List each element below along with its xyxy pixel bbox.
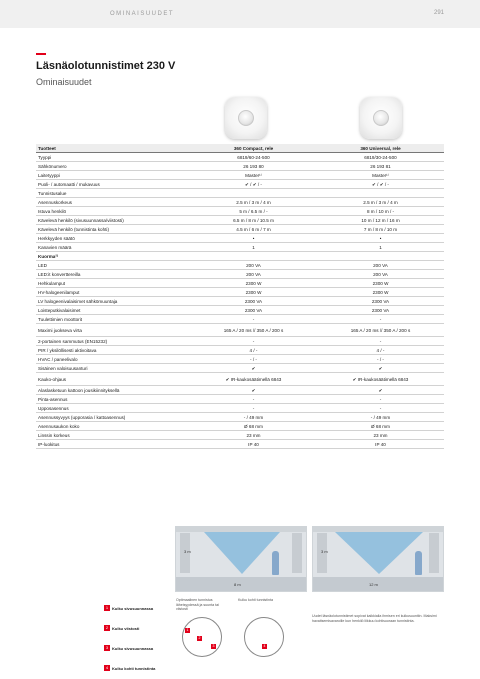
row-value: ✔: [317, 386, 444, 395]
table-row: [36, 297, 444, 306]
section-title: OMINAISUUDET: [110, 11, 175, 17]
row-value: 2.5 m / 3 m / 4 m: [190, 198, 317, 207]
row-value: [317, 252, 444, 261]
row-value: 5 m / 6.5 m / -: [190, 207, 317, 216]
table-row: [36, 413, 444, 422]
table-header-cell: Tuotteet: [36, 144, 190, 153]
walk-pattern-diagram-left: [182, 617, 222, 657]
detection-figure-compact: [175, 526, 307, 592]
row-value: 200 VA: [190, 270, 317, 279]
legend-item: [104, 598, 164, 618]
row-value: ✔ / ✔ / -: [317, 180, 444, 189]
table-row: [36, 337, 444, 346]
row-value: 165 A / 20 ms // 350 A / 200 s: [190, 324, 317, 337]
row-label: HV-halogeenilamput: [36, 288, 190, 297]
row-label: IP-luokitus: [36, 440, 190, 449]
row-label: Istuva henkilö: [36, 207, 190, 216]
row-value: Master¹⁾: [317, 171, 444, 180]
row-value: IP 40: [190, 440, 317, 449]
row-value: - / 49 mm: [317, 413, 444, 422]
row-value: Master¹⁾: [190, 171, 317, 180]
row-value: 26 193 80: [190, 162, 317, 171]
page-number: 291: [434, 10, 445, 16]
table-header-cell: 360 Compact, rele: [190, 144, 317, 153]
table-row: [36, 404, 444, 413]
legend-number: 1: [105, 605, 109, 610]
row-value: 10 m / 12 m / 16 m: [317, 216, 444, 225]
table-header-cell: 360 Universal, rele: [317, 144, 444, 153]
row-value: 7 m / 8 m / 10 m: [317, 225, 444, 234]
table-row: [36, 171, 444, 180]
row-label: Kanavien määrä: [36, 243, 190, 252]
row-label: Upposasennus: [36, 404, 190, 413]
row-value: 2300 VA: [317, 297, 444, 306]
table-header-row: [36, 144, 444, 153]
row-label: LED: [36, 261, 190, 270]
row-value: 6.5 m / 8 m / 10.5 m: [190, 216, 317, 225]
row-value: 2300 W: [317, 279, 444, 288]
detection-zone: [204, 532, 280, 574]
table-row: [36, 207, 444, 216]
row-value: -: [317, 315, 444, 324]
row-value: 26 193 81: [317, 162, 444, 171]
row-value: 2300 W: [190, 288, 317, 297]
legend-label: Kulku sivusuunnassa: [112, 645, 154, 651]
table-row: [36, 346, 444, 355]
row-value: 200 VA: [317, 261, 444, 270]
row-label: Puoli- / automaatti / mukavuus: [36, 180, 190, 189]
window: [292, 533, 302, 573]
row-label: Asennussyvyys (upporasia / kattoasennus): [36, 413, 190, 422]
row-value: IP 40: [317, 440, 444, 449]
sensor-lens: [373, 110, 389, 126]
row-value: -: [317, 337, 444, 346]
legend-item: [104, 638, 164, 658]
table-row: [36, 324, 444, 337]
row-value: ✔ IR-kaukosäätimellä 6843: [190, 373, 317, 386]
table-row: [36, 395, 444, 404]
row-value: [317, 189, 444, 198]
legend-label: Kulku kohti tunnistinta: [112, 665, 156, 671]
row-value: ✔: [190, 386, 317, 395]
legend: [104, 598, 164, 678]
row-value: 23 mm: [317, 431, 444, 440]
table-row: [36, 234, 444, 243]
legend-number: 2: [105, 625, 109, 630]
sensor-lens: [238, 110, 254, 126]
footnote: Uudet läsnäolotunnistimet sopivat kaikkialla ihmisen eri kulkusuuntiin. Maksimi havaitsemisavaroille kun henkilö liikkuu kohtisuoraan tunnistinta.: [312, 614, 437, 623]
row-value: ✔ / ✔ / -: [190, 180, 317, 189]
row-value: 2300 W: [190, 279, 317, 288]
spec-table-body: [36, 144, 444, 449]
row-value: -: [317, 395, 444, 404]
row-label: Asennusaukon koko: [36, 422, 190, 431]
marker-4: 4: [263, 644, 266, 648]
table-row: [36, 180, 444, 189]
row-label: Tyyppi: [36, 153, 190, 162]
window: [429, 533, 439, 573]
row-label: Hehkulamput: [36, 279, 190, 288]
walk-pattern-diagram-right: [244, 617, 284, 657]
row-label: HVAC / paneelivalo: [36, 355, 190, 364]
table-row: [36, 225, 444, 234]
row-label: Pinta-asennus: [36, 395, 190, 404]
table-row: [36, 431, 444, 440]
legend-number: 3: [105, 645, 109, 650]
detection-figure-universal: [312, 526, 444, 592]
person-figure: [272, 551, 279, 575]
row-value: 4 / -: [317, 346, 444, 355]
row-value: 1: [317, 243, 444, 252]
row-value: 200 VA: [190, 261, 317, 270]
row-value: 165 A / 20 ms // 350 A / 200 s: [317, 324, 444, 337]
row-value: - / -: [190, 355, 317, 364]
row-label: Laitetyyppi: [36, 171, 190, 180]
legend-item: [104, 658, 164, 678]
row-label: LV halogeenivalaisimet sähkömuuntaja: [36, 297, 190, 306]
mini-caption-left: Optimaalinen tunnistus läheisyydessä ja suunta tai viistosti: [176, 598, 219, 612]
row-value: 200 VA: [317, 270, 444, 279]
row-value: 2300 VA: [190, 306, 317, 315]
row-value: -: [190, 337, 317, 346]
row-label: Maximi juokseva virta: [36, 324, 190, 337]
marker-3: 3: [212, 644, 215, 648]
row-label: Tunnistusalue: [36, 189, 190, 198]
row-value: •: [317, 234, 444, 243]
marker-1: 1: [186, 628, 189, 632]
table-row: [36, 189, 444, 198]
height-label: 3 m: [184, 549, 191, 554]
table-row: [36, 279, 444, 288]
row-label: Sähkönumero: [36, 162, 190, 171]
row-value: Ø 68 mm: [317, 422, 444, 431]
row-value: 4.5 m / 6 m / 7 m: [190, 225, 317, 234]
row-value: -: [190, 404, 317, 413]
row-label: Sisäinen valoisuusanturi: [36, 364, 190, 373]
row-value: - / 49 mm: [190, 413, 317, 422]
row-label: Kuorma²⁾: [36, 252, 190, 261]
product-image-universal: [360, 97, 402, 139]
legend-label: Kulku sivusuunnassa: [112, 605, 154, 611]
row-label: Kävelevä henkilö (tunnistinta kohti): [36, 225, 190, 234]
row-label: Alaslasketuun kattoon jousikiinnityksellä: [36, 386, 190, 395]
table-row: [36, 355, 444, 364]
table-row: [36, 270, 444, 279]
row-value: 2300 W: [317, 288, 444, 297]
table-row: [36, 198, 444, 207]
table-row: [36, 288, 444, 297]
row-value: [190, 189, 317, 198]
table-row: [36, 440, 444, 449]
accent-bar: [36, 53, 46, 55]
floor: [176, 577, 306, 591]
table-row: [36, 153, 444, 162]
row-label: PIR / yksilöllisesti aktivoitava: [36, 346, 190, 355]
row-value: -: [317, 404, 444, 413]
height-label: 3 m: [321, 549, 328, 554]
row-value: 1: [190, 243, 317, 252]
row-value: 6819/60-24-500: [190, 153, 317, 162]
row-label: Linssin korkeus: [36, 431, 190, 440]
marker-2: 2: [198, 636, 201, 640]
row-label: LED:it konverttereilla: [36, 270, 190, 279]
legend-label: Kulku viistosti: [112, 625, 140, 631]
row-label: Tuulettimien moottorit: [36, 315, 190, 324]
row-value: 4 / -: [190, 346, 317, 355]
row-value: 6819/30-24-500: [317, 153, 444, 162]
row-value: - / -: [317, 355, 444, 364]
row-value: [190, 252, 317, 261]
mini-caption-right: Kulku kohti tunnistinta: [238, 598, 273, 602]
row-value: -: [190, 395, 317, 404]
row-value: -: [190, 315, 317, 324]
table-row: [36, 216, 444, 225]
legend-number: 4: [105, 665, 109, 670]
table-row: [36, 261, 444, 270]
table-row: [36, 162, 444, 171]
row-label: Kävelevä henkilö (sivusuunnassa/viistosti): [36, 216, 190, 225]
floor: [313, 577, 443, 591]
product-image-compact: [225, 97, 267, 139]
width-label: 8 m: [234, 582, 241, 587]
table-row: [36, 315, 444, 324]
legend-item: [104, 618, 164, 638]
page-header: [0, 0, 480, 28]
row-value: 23 mm: [190, 431, 317, 440]
row-value: ✔: [190, 364, 317, 373]
person-figure: [415, 551, 422, 575]
page-subtitle: Ominaisuudet: [36, 77, 92, 87]
row-value: ✔ IR-kaukosäätimellä 6843: [317, 373, 444, 386]
table-row: [36, 306, 444, 315]
row-value: 8 m / 10 m / -: [317, 207, 444, 216]
row-value: ✔: [317, 364, 444, 373]
row-label: Asennuskorkeus: [36, 198, 190, 207]
row-label: Kauko-ohjaus: [36, 373, 190, 386]
row-label: Loisteputkivalaisimet: [36, 306, 190, 315]
table-row: [36, 422, 444, 431]
row-value: 2.5 m / 3 m / 4 m: [317, 198, 444, 207]
table-row: [36, 373, 444, 386]
table-row: [36, 243, 444, 252]
width-label: 12 m: [369, 582, 378, 587]
page-title: Läsnäolotunnistimet 230 V: [36, 60, 176, 72]
row-value: 2300 VA: [317, 306, 444, 315]
detection-zone: [335, 532, 423, 574]
table-section-row: [36, 252, 444, 261]
row-label: 2-portainen sammutus (EN15232): [36, 337, 190, 346]
row-label: Herkkyyden säätö: [36, 234, 190, 243]
row-value: Ø 68 mm: [190, 422, 317, 431]
table-row: [36, 386, 444, 395]
row-value: 2300 VA: [190, 297, 317, 306]
row-value: •: [190, 234, 317, 243]
spec-table: [36, 144, 444, 449]
table-row: [36, 364, 444, 373]
